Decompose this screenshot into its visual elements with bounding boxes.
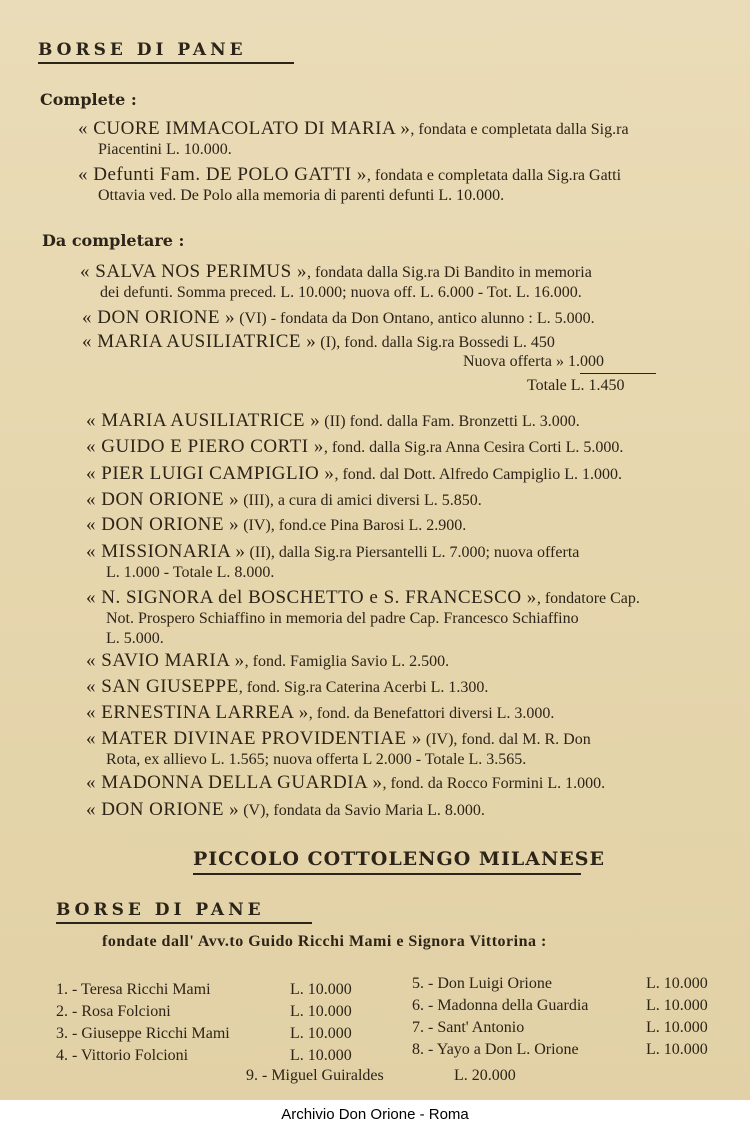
- donor-row: 7. - Sant' Antonio L. 10.000: [412, 1019, 708, 1036]
- list-item: « DON ORIONE » (III), a cura di amici diversi L. 5.850.: [86, 489, 482, 510]
- title-underline: [193, 873, 581, 875]
- donor-row: 8. - Yayo a Don L. Orione L. 10.000: [412, 1041, 708, 1058]
- list-item: « MISSIONARIA » (II), dalla Sig.ra Piersantelli L. 7.000; nuova offerta L. 1.000 - Totale L. 8.000.: [86, 541, 580, 581]
- dedication-line: fondate dall' Avv.to Guido Ricchi Mami e Signora Vittorina :: [102, 933, 547, 950]
- donor-row: 9. - Miguel Guiraldes L. 20.000: [246, 1067, 516, 1084]
- list-item: « DON ORIONE » (VI) - fondata da Don Ontano, antico alunno : L. 5.000.: [82, 307, 595, 328]
- list-item: « DON ORIONE » (IV), fond.ce Pina Barosi L. 2.900.: [86, 514, 467, 535]
- section-header: BORSE DI PANE: [38, 40, 247, 60]
- donor-row: 4. - Vittorio Folcioni L. 10.000: [56, 1047, 352, 1064]
- list-item: « MARIA AUSILIATRICE » (II) fond. dalla Fam. Bronzetti L. 3.000.: [86, 410, 580, 431]
- list-item: « MADONNA DELLA GUARDIA », fond. da Rocco Formini L. 1.000.: [86, 772, 606, 793]
- list-item: « GUIDO E PIERO CORTI », fond. dalla Sig.ra Anna Cesira Corti L. 5.000.: [86, 436, 624, 457]
- list-item: « DON ORIONE » (V), fondata da Savio Maria L. 8.000.: [86, 799, 485, 820]
- incomplete-label: Da completare :: [42, 231, 185, 250]
- list-item: « ERNESTINA LARREA », fond. da Benefattori diversi L. 3.000.: [86, 702, 555, 723]
- list-item: « PIER LUIGI CAMPIGLIO », fond. dal Dott. Alfredo Campiglio L. 1.000.: [86, 463, 622, 484]
- donor-row: 2. - Rosa Folcioni L. 10.000: [56, 1003, 352, 1020]
- total-line: Totale L. 1.450: [527, 377, 625, 394]
- list-item: « SAN GIUSEPPE, fond. Sig.ra Caterina Acerbi L. 1.300.: [86, 676, 489, 697]
- header-underline: [38, 62, 294, 64]
- donor-row: 6. - Madonna della Guardia L. 10.000: [412, 997, 708, 1014]
- list-item: « Defunti Fam. DE POLO GATTI », fondata e completata dalla Sig.ra Gatti Ottavia ved. De Polo alla memoria di parenti defunti L. 10.000.: [78, 164, 622, 204]
- archive-footer: Archivio Don Orione - Roma: [0, 1100, 750, 1129]
- institution-title: PICCOLO COTTOLENGO MILANESE: [193, 848, 605, 870]
- donor-row: 5. - Don Luigi Orione L. 10.000: [412, 975, 708, 992]
- list-item: « SAVIO MARIA », fond. Famiglia Savio L. 2.500.: [86, 650, 450, 671]
- sum-underline: [580, 373, 656, 374]
- list-item: « SALVA NOS PERIMUS », fondata dalla Sig.ra Di Bandito in memoria dei defunti. Somma preced. L. 10.000; nuova off. L. 6.000 - Tot. L. 16.000.: [80, 261, 592, 301]
- donor-row: 3. - Giuseppe Ricchi Mami L. 10.000: [56, 1025, 352, 1042]
- list-item: « MARIA AUSILIATRICE » (I), fond. dalla Sig.ra Bossedi L. 450: [82, 331, 555, 352]
- list-item: « N. SIGNORA del BOSCHETTO e S. FRANCESCO », fondatore Cap. Not. Prospero Schiaffino in memoria del padre Cap. Francesco Schiaffino L. 5.000.: [86, 587, 640, 647]
- complete-label: Complete :: [40, 90, 137, 109]
- header-underline: [56, 922, 312, 924]
- offer-line: Nuova offerta » 1.000: [463, 353, 604, 370]
- list-item: « MATER DIVINAE PROVIDENTIAE » (IV), fond. dal M. R. Don Rota, ex allievo L. 1.565; nuova offerta L 2.000 - Totale L. 3.565.: [86, 728, 591, 768]
- donor-row: 1. - Teresa Ricchi Mami L. 10.000: [56, 981, 352, 998]
- list-item: « CUORE IMMACOLATO DI MARIA », fondata e completata dalla Sig.ra Piacentini L. 10.000.: [78, 118, 629, 158]
- section-header: BORSE DI PANE: [56, 900, 265, 920]
